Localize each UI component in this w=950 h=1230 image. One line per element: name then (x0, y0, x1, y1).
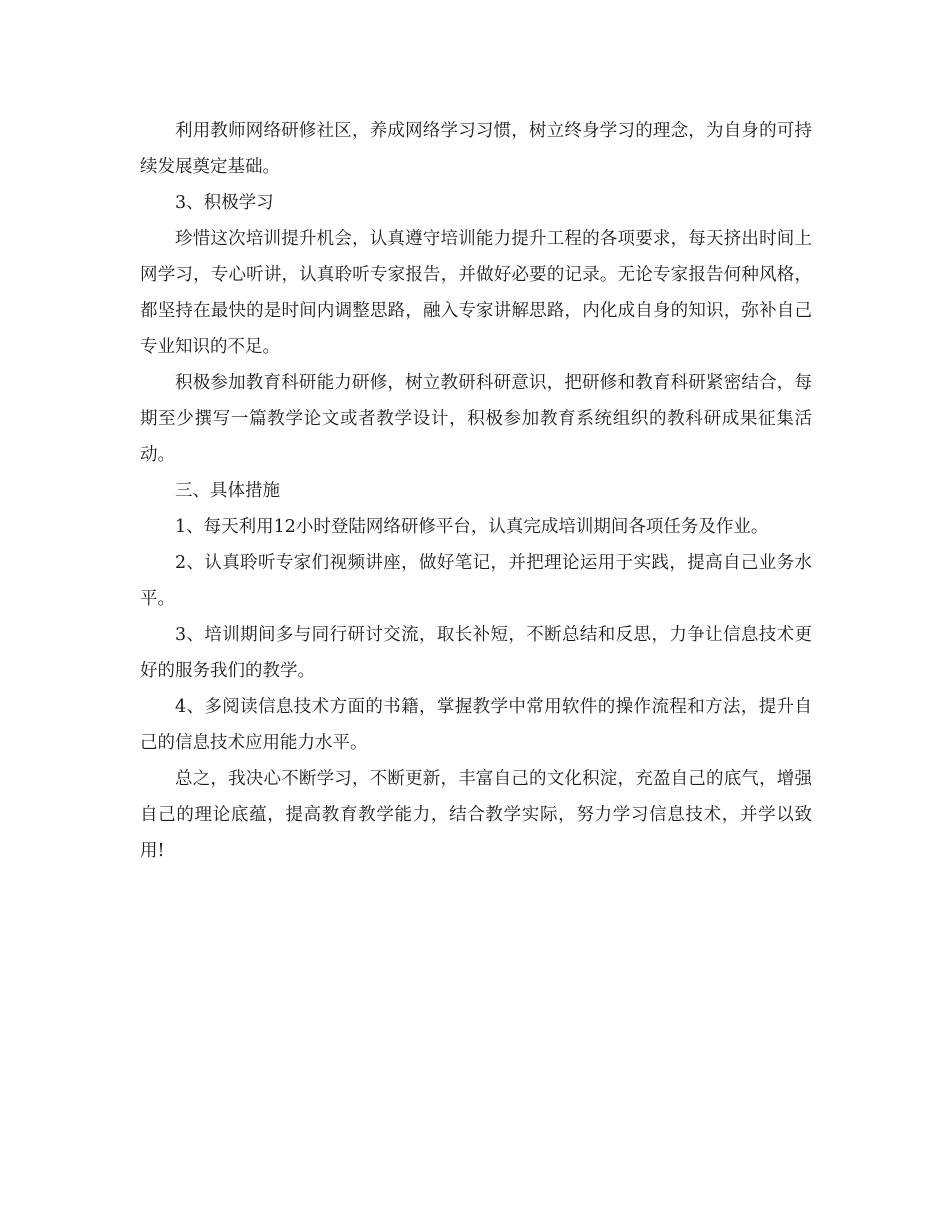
paragraph-network-study: 利用教师网络研修社区，养成网络学习习惯，树立终身学习的理念，为自身的可持续发展奠定基础。 (140, 121, 812, 177)
paragraph-conclusion: 总之，我决心不断学习，不断更新，丰富自己的文化积淀，充盈自己的底气，增强自己的理论底蕴，提高教育教学能力，结合教学实际，努力学习信息技术，并学以致用! (140, 769, 812, 861)
measure-item-2: 2、认真聆听专家们视频讲座，做好笔记，并把理论运用于实践，提高自己业务水平。 (140, 553, 812, 609)
heading-specific-measures: 三、具体措施 (175, 481, 280, 501)
heading-active-learning: 3、积极学习 (175, 193, 274, 213)
measure-item-1: 1、每天利用12小时登陆网络研修平台，认真完成培训期间各项任务及作业。 (175, 517, 769, 537)
measure-item-4: 4、多阅读信息技术方面的书籍，掌握教学中常用软件的操作流程和方法，提升自己的信息技术应用能力水平。 (140, 697, 812, 753)
paragraph-research-ability: 积极参加教育科研能力研修，树立教研科研意识，把研修和教育科研紧密结合，每期至少撰写一篇教学论文或者教学设计，积极参加教育系统组织的教科研成果征集活动。 (140, 373, 812, 465)
measure-item-3: 3、培训期间多与同行研讨交流，取长补短，不断总结和反思，力争让信息技术更好的服务我们的教学。 (140, 625, 812, 681)
paragraph-training-opportunity: 珍惜这次培训提升机会，认真遵守培训能力提升工程的各项要求，每天挤出时间上网学习，专心听讲，认真聆听专家报告，并做好必要的记录。无论专家报告何种风格，都坚持在最快的是时间内调整思路，融入专家讲解思路，内化成自身的知识，弥补自己专业知识的不足。 (140, 229, 812, 357)
document-body (140, 113, 812, 869)
